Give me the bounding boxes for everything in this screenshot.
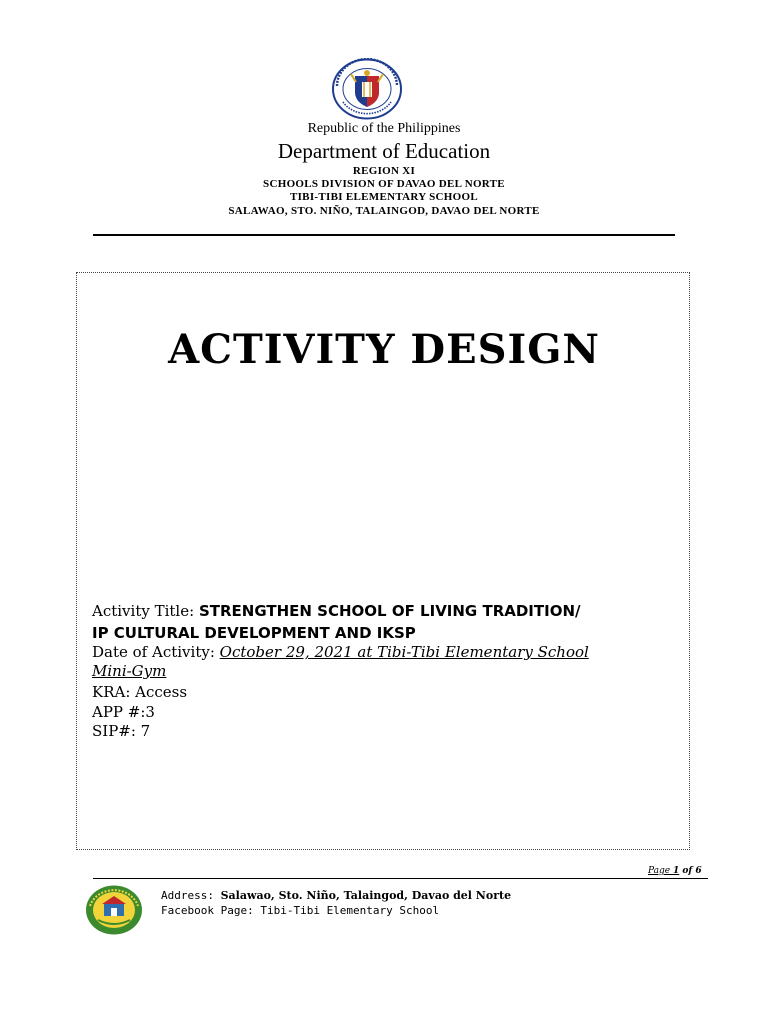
activity-date-line-2 xyxy=(92,662,166,680)
app-line: APP #:3 xyxy=(92,703,155,721)
activity-title-label: Activity Title: xyxy=(92,602,199,620)
document-title: ACTIVITY DESIGN xyxy=(168,326,600,373)
activity-venue-value: Mini-Gym xyxy=(92,662,167,680)
page-number xyxy=(648,866,702,876)
school-address-heading: SALAWAO, STO. NIÑO, TALAINGOD, DAVAO DEL NORTE xyxy=(228,205,540,217)
sip-line: SIP#: 7 xyxy=(92,722,151,740)
page-total: of 6 xyxy=(679,866,702,876)
school-heading: TIBI-TIBI ELEMENTARY SCHOOL xyxy=(289,191,479,203)
header-divider xyxy=(93,234,675,236)
footer-address xyxy=(161,889,511,902)
division-heading: SCHOOLS DIVISION OF DAVAO DEL NORTE xyxy=(263,178,505,190)
department-heading: Department of Education xyxy=(277,139,491,163)
footer-address-value: Salawao, Sto. Niño, Talaingod, Davao del Norte xyxy=(220,889,512,902)
page-current: 1 xyxy=(672,866,680,876)
activity-title-line-2 xyxy=(92,624,416,642)
activity-date-label: Date of Activity: xyxy=(92,643,220,661)
activity-title-value-2: IP CULTURAL DEVELOPMENT AND IKSP xyxy=(92,624,416,642)
republic-heading: Republic of the Philippines xyxy=(307,121,461,136)
kra-line: KRA: Access xyxy=(92,683,188,701)
deped-seal-logo xyxy=(331,58,403,120)
footer-facebook-page: Facebook Page: Tibi-Tibi Elementary School xyxy=(161,904,440,917)
school-logo xyxy=(84,884,144,936)
footer-address-label: Address: xyxy=(161,889,221,902)
region-heading: REGION XI xyxy=(352,165,416,177)
footer-divider xyxy=(93,878,708,879)
activity-title-value: STRENGTHEN SCHOOL OF LIVING TRADITION/ xyxy=(198,602,581,620)
activity-title-line xyxy=(92,602,581,620)
activity-date-line xyxy=(92,643,589,661)
page-label: Page xyxy=(648,866,673,876)
activity-date-value: October 29, 2021 at Tibi-Tibi Elementary School xyxy=(219,643,589,661)
